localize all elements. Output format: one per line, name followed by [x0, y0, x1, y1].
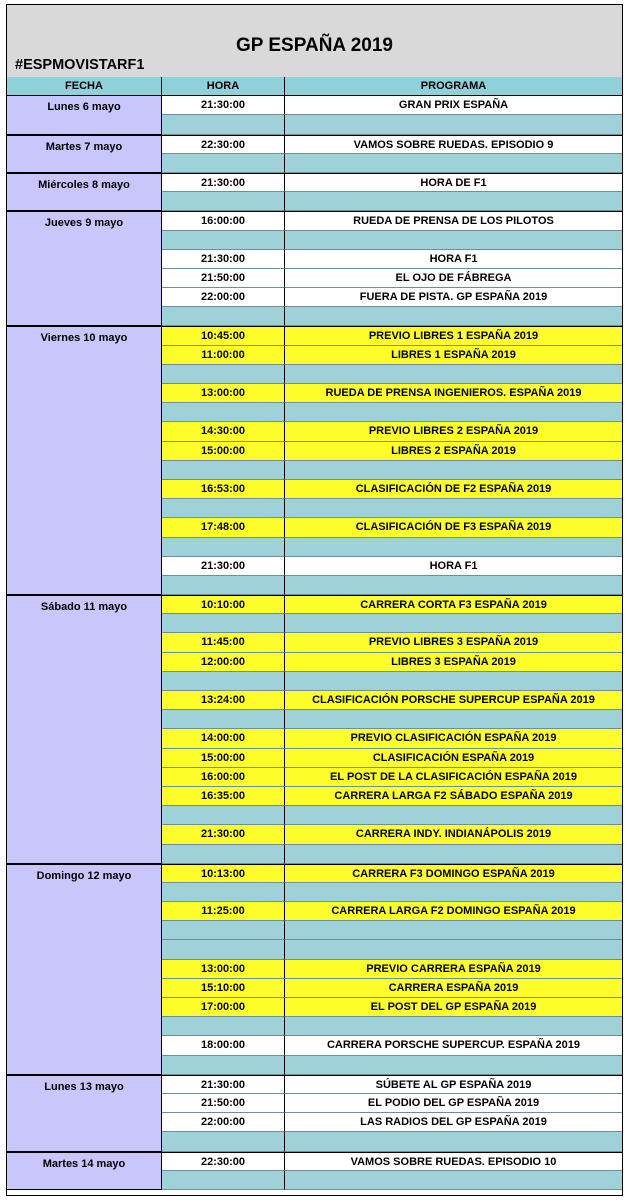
program-cell: RUEDA DE PRENSA INGENIEROS. ESPAÑA 2019 [285, 384, 622, 403]
table-row [7, 998, 622, 1017]
table-row [7, 135, 622, 154]
table-row [7, 538, 622, 557]
time-cell [162, 231, 285, 250]
time-cell: 13:24:00 [162, 691, 285, 710]
table-row [7, 1152, 622, 1171]
time-cell: 21:50:00 [162, 269, 285, 288]
time-cell: 21:30:00 [162, 557, 285, 576]
date-cell-continued [7, 921, 162, 940]
date-cell-continued [7, 845, 162, 864]
time-cell [162, 672, 285, 691]
table-row [7, 1171, 622, 1190]
date-cell-continued [7, 307, 162, 326]
table-row [7, 211, 622, 230]
program-cell [285, 403, 622, 422]
date-cell-continued [7, 1094, 162, 1113]
table-row [7, 307, 622, 326]
program-cell: LIBRES 3 ESPAÑA 2019 [285, 653, 622, 672]
time-cell: 15:00:00 [162, 442, 285, 461]
date-cell-continued [7, 653, 162, 672]
time-cell: 10:10:00 [162, 595, 285, 614]
table-row [7, 768, 622, 787]
program-cell: LAS RADIOS DEL GP ESPAÑA 2019 [285, 1113, 622, 1132]
time-cell [162, 1171, 285, 1190]
date-cell-continued [7, 1132, 162, 1151]
table-row [7, 1036, 622, 1055]
table-row [7, 192, 622, 211]
time-cell: 21:30:00 [162, 1075, 285, 1094]
program-cell: PREVIO LIBRES 2 ESPAÑA 2019 [285, 422, 622, 441]
table-header-row [7, 77, 622, 96]
table-row [7, 1094, 622, 1113]
program-cell: FUERA DE PISTA. GP ESPAÑA 2019 [285, 288, 622, 307]
date-cell-continued [7, 1056, 162, 1075]
date-cell-continued [7, 269, 162, 288]
program-cell: HORA DE F1 [285, 173, 622, 192]
time-cell [162, 1056, 285, 1075]
time-cell [162, 883, 285, 902]
table-row [7, 614, 622, 633]
date-cell-continued [7, 518, 162, 537]
title-band [7, 5, 622, 78]
date-cell-continued [7, 710, 162, 729]
program-cell: SÚBETE AL GP ESPAÑA 2019 [285, 1075, 622, 1094]
program-cell [285, 192, 622, 211]
program-cell: GRAN PRIX ESPAÑA [285, 96, 622, 115]
date-cell: Lunes 13 mayo [7, 1075, 162, 1094]
date-cell-continued [7, 384, 162, 403]
program-cell: EL PODIO DEL GP ESPAÑA 2019 [285, 1094, 622, 1113]
time-cell: 22:00:00 [162, 1113, 285, 1132]
table-row [7, 979, 622, 998]
program-cell [285, 710, 622, 729]
table-row [7, 806, 622, 825]
table-row [7, 845, 622, 864]
time-cell: 10:45:00 [162, 326, 285, 345]
time-cell: 11:45:00 [162, 633, 285, 652]
time-cell: 14:30:00 [162, 422, 285, 441]
table-row [7, 1056, 622, 1075]
time-cell: 14:00:00 [162, 729, 285, 748]
date-cell: Viernes 10 mayo [7, 326, 162, 345]
date-cell-continued [7, 231, 162, 250]
date-cell-continued [7, 1036, 162, 1055]
date-cell-continued [7, 365, 162, 384]
table-row [7, 499, 622, 518]
table-row [7, 576, 622, 595]
table-row [7, 1113, 622, 1132]
time-cell: 21:30:00 [162, 825, 285, 844]
program-cell: EL POST DEL GP ESPAÑA 2019 [285, 998, 622, 1017]
program-cell [285, 883, 622, 902]
program-cell: CARRERA F3 DOMINGO ESPAÑA 2019 [285, 864, 622, 883]
date-cell-continued [7, 442, 162, 461]
date-cell: Lunes 6 mayo [7, 96, 162, 115]
time-cell: 16:35:00 [162, 787, 285, 806]
time-cell: 17:48:00 [162, 518, 285, 537]
time-cell [162, 921, 285, 940]
time-cell [162, 365, 285, 384]
program-cell: PREVIO CARRERA ESPAÑA 2019 [285, 960, 622, 979]
table-row [7, 921, 622, 940]
program-cell: CLASIFICACIÓN DE F3 ESPAÑA 2019 [285, 518, 622, 537]
program-cell: PREVIO CLASIFICACIÓN ESPAÑA 2019 [285, 729, 622, 748]
program-cell [285, 154, 622, 173]
table-row [7, 557, 622, 576]
table-row [7, 653, 622, 672]
date-cell-continued [7, 346, 162, 365]
date-cell-continued [7, 288, 162, 307]
table-row [7, 902, 622, 921]
time-cell [162, 499, 285, 518]
header-hora: HORA [162, 77, 285, 96]
date-cell: Martes 14 mayo [7, 1152, 162, 1171]
table-row [7, 1132, 622, 1151]
program-cell: VAMOS SOBRE RUEDAS. EPISODIO 10 [285, 1152, 622, 1171]
program-cell: VAMOS SOBRE RUEDAS. EPISODIO 9 [285, 135, 622, 154]
date-cell-continued [7, 902, 162, 921]
time-cell: 21:30:00 [162, 173, 285, 192]
program-cell [285, 461, 622, 480]
time-cell: 15:10:00 [162, 979, 285, 998]
date-cell-continued [7, 825, 162, 844]
table-row [7, 518, 622, 537]
table-row [7, 787, 622, 806]
date-cell-continued [7, 768, 162, 787]
table-row [7, 173, 622, 192]
program-cell [285, 1056, 622, 1075]
time-cell: 21:30:00 [162, 250, 285, 269]
date-cell-continued [7, 461, 162, 480]
time-cell: 12:00:00 [162, 653, 285, 672]
table-row [7, 960, 622, 979]
program-cell [285, 231, 622, 250]
program-cell [285, 845, 622, 864]
table-row [7, 710, 622, 729]
date-cell-continued [7, 1113, 162, 1132]
date-cell-continued [7, 960, 162, 979]
page-title: GP ESPAÑA 2019 [235, 35, 393, 56]
date-cell: Jueves 9 mayo [7, 211, 162, 230]
table-row [7, 403, 622, 422]
time-cell: 15:00:00 [162, 749, 285, 768]
time-cell: 22:30:00 [162, 1152, 285, 1171]
date-cell-continued [7, 998, 162, 1017]
time-cell: 22:00:00 [162, 288, 285, 307]
date-cell-continued [7, 115, 162, 134]
program-cell: CARRERA INDY. INDIANÁPOLIS 2019 [285, 825, 622, 844]
date-cell-continued [7, 749, 162, 768]
program-cell: PREVIO LIBRES 1 ESPAÑA 2019 [285, 326, 622, 345]
time-cell [162, 307, 285, 326]
time-cell: 16:53:00 [162, 480, 285, 499]
date-cell-continued [7, 691, 162, 710]
table-row [7, 595, 622, 614]
program-cell: CARRERA CORTA F3 ESPAÑA 2019 [285, 595, 622, 614]
time-cell [162, 1017, 285, 1036]
table-row [7, 269, 622, 288]
date-cell-continued [7, 576, 162, 595]
date-cell-continued [7, 1171, 162, 1190]
time-cell [162, 115, 285, 134]
time-cell [162, 576, 285, 595]
time-cell: 16:00:00 [162, 211, 285, 230]
table-row [7, 384, 622, 403]
program-cell [285, 921, 622, 940]
date-cell-continued [7, 538, 162, 557]
table-row [7, 250, 622, 269]
table-row [7, 691, 622, 710]
table-row [7, 864, 622, 883]
program-cell: PREVIO LIBRES 3 ESPAÑA 2019 [285, 633, 622, 652]
schedule-sheet [6, 4, 623, 1196]
time-cell: 21:50:00 [162, 1094, 285, 1113]
table-row [7, 633, 622, 652]
program-cell: HORA F1 [285, 250, 622, 269]
date-cell-continued [7, 422, 162, 441]
date-cell-continued [7, 672, 162, 691]
program-cell: CLASIFICACIÓN PORSCHE SUPERCUP ESPAÑA 2019 [285, 691, 622, 710]
time-cell: 17:00:00 [162, 998, 285, 1017]
table-row [7, 1075, 622, 1094]
time-cell [162, 403, 285, 422]
time-cell [162, 1132, 285, 1151]
program-cell [285, 1132, 622, 1151]
date-cell-continued [7, 787, 162, 806]
time-cell [162, 614, 285, 633]
time-cell: 16:00:00 [162, 768, 285, 787]
table-row [7, 288, 622, 307]
time-cell [162, 806, 285, 825]
time-cell [162, 845, 285, 864]
time-cell: 10:13:00 [162, 864, 285, 883]
program-cell [285, 365, 622, 384]
program-cell [285, 672, 622, 691]
date-cell-continued [7, 729, 162, 748]
table-row [7, 231, 622, 250]
table-row [7, 729, 622, 748]
table-row [7, 461, 622, 480]
date-cell-continued [7, 499, 162, 518]
table-row [7, 480, 622, 499]
program-cell: CARRERA ESPAÑA 2019 [285, 979, 622, 998]
header-programa: PROGRAMA [285, 77, 622, 96]
table-row [7, 115, 622, 134]
date-cell-continued [7, 250, 162, 269]
date-cell: Sábado 11 mayo [7, 595, 162, 614]
time-cell [162, 154, 285, 173]
program-cell [285, 1171, 622, 1190]
date-cell-continued [7, 154, 162, 173]
program-cell: EL OJO DE FÁBREGA [285, 269, 622, 288]
program-cell [285, 1017, 622, 1036]
date-cell: Miércoles 8 mayo [7, 173, 162, 192]
date-cell-continued [7, 192, 162, 211]
table-row [7, 883, 622, 902]
date-cell: Domingo 12 mayo [7, 864, 162, 883]
date-cell-continued [7, 403, 162, 422]
program-cell [285, 806, 622, 825]
table-row [7, 672, 622, 691]
program-cell: CARRERA LARGA F2 DOMINGO ESPAÑA 2019 [285, 902, 622, 921]
table-row [7, 940, 622, 959]
date-cell-continued [7, 614, 162, 633]
table-row [7, 346, 622, 365]
program-cell: LIBRES 2 ESPAÑA 2019 [285, 442, 622, 461]
program-cell [285, 538, 622, 557]
time-cell [162, 461, 285, 480]
date-cell-continued [7, 806, 162, 825]
table-row [7, 825, 622, 844]
program-cell [285, 576, 622, 595]
table-row [7, 365, 622, 384]
program-cell: CLASIFICACIÓN DE F2 ESPAÑA 2019 [285, 480, 622, 499]
program-cell: LIBRES 1 ESPAÑA 2019 [285, 346, 622, 365]
program-cell: EL POST DE LA CLASIFICACIÓN ESPAÑA 2019 [285, 768, 622, 787]
date-cell-continued [7, 557, 162, 576]
table-row [7, 1017, 622, 1036]
program-cell [285, 115, 622, 134]
date-cell-continued [7, 633, 162, 652]
time-cell: 13:00:00 [162, 960, 285, 979]
time-cell [162, 192, 285, 211]
program-cell [285, 307, 622, 326]
time-cell: 11:25:00 [162, 902, 285, 921]
date-cell-continued [7, 979, 162, 998]
program-cell: CARRERA LARGA F2 SÁBADO ESPAÑA 2019 [285, 787, 622, 806]
time-cell: 21:30:00 [162, 96, 285, 115]
time-cell [162, 710, 285, 729]
time-cell: 22:30:00 [162, 135, 285, 154]
program-cell: CARRERA PORSCHE SUPERCUP. ESPAÑA 2019 [285, 1036, 622, 1055]
date-cell-continued [7, 1017, 162, 1036]
table-row [7, 326, 622, 345]
program-cell [285, 499, 622, 518]
table-row [7, 442, 622, 461]
table-row [7, 154, 622, 173]
program-cell: CLASIFICACIÓN ESPAÑA 2019 [285, 749, 622, 768]
hashtag-label: #ESPMOVISTARF1 [15, 57, 145, 73]
time-cell [162, 940, 285, 959]
date-cell-continued [7, 480, 162, 499]
header-fecha: FECHA [7, 77, 162, 96]
table-row [7, 422, 622, 441]
time-cell: 11:00:00 [162, 346, 285, 365]
schedule-table [7, 77, 622, 1190]
table-row [7, 749, 622, 768]
time-cell [162, 538, 285, 557]
date-cell-continued [7, 883, 162, 902]
program-cell: RUEDA DE PRENSA DE LOS PILOTOS [285, 211, 622, 230]
time-cell: 13:00:00 [162, 384, 285, 403]
program-cell [285, 614, 622, 633]
date-cell: Martes 7 mayo [7, 135, 162, 154]
program-cell [285, 940, 622, 959]
time-cell: 18:00:00 [162, 1036, 285, 1055]
date-cell-continued [7, 940, 162, 959]
table-body [7, 96, 622, 1190]
table-row [7, 96, 622, 115]
program-cell: HORA F1 [285, 557, 622, 576]
